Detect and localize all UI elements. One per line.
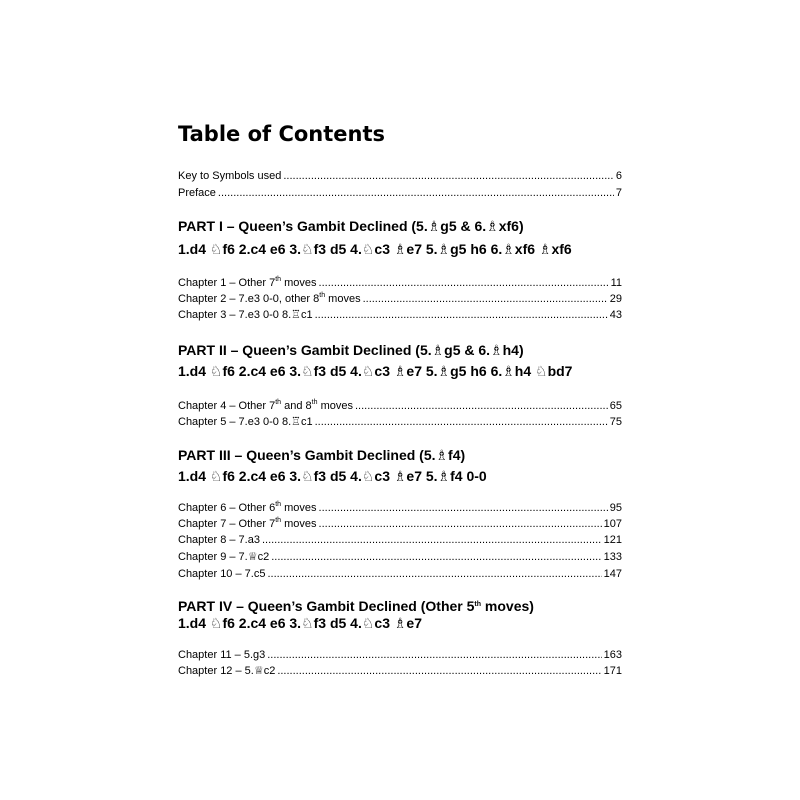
dot-leader: [262, 532, 602, 548]
toc-entry-label: Key to Symbols used: [178, 170, 282, 182]
toc-entry-label: Chapter 6 – Other 6th moves: [178, 501, 317, 514]
toc-entry-chapter-9[interactable]: [178, 549, 622, 565]
part-4-title: PART IV – Queen’s Gambit Declined (Other 5th moves): [178, 598, 534, 614]
toc-entry-page: 11: [610, 277, 622, 289]
dot-leader: [315, 414, 608, 430]
toc-entry-page: 29: [609, 293, 622, 305]
toc-entry-page: 75: [609, 416, 622, 428]
toc-entry-chapter-3[interactable]: [178, 307, 622, 323]
dot-leader: [218, 185, 614, 201]
dot-leader: [271, 549, 601, 565]
toc-entry-chapter-8[interactable]: [178, 532, 622, 548]
page-title: Table of Contents: [178, 122, 386, 146]
toc-entry-label: Chapter 12 – 5.♕c2: [178, 665, 276, 677]
toc-entry-page: 171: [603, 665, 622, 677]
part-2-moves: 1.d4 ♘f6 2.c4 e6 3.♘f3 d5 4.♘c3 ♗e7 5.♗g5 h6 6.♗h4 ♘bd7: [178, 363, 573, 379]
toc-entry-label: Chapter 7 – Other 7th moves: [178, 517, 317, 530]
toc-entry-chapter-4[interactable]: [178, 398, 622, 414]
toc-entry-page: 121: [603, 534, 622, 546]
toc-entry-page: 147: [603, 568, 622, 580]
toc-entry-label: Chapter 4 – Other 7th and 8th moves: [178, 399, 353, 412]
toc-entry-page: 65: [609, 400, 622, 412]
dot-leader: [267, 647, 601, 663]
dot-leader: [283, 168, 614, 184]
part-1-moves: 1.d4 ♘f6 2.c4 e6 3.♘f3 d5 4.♘c3 ♗e7 5.♗g5 h6 6.♗xf6 ♗xf6: [178, 241, 572, 257]
part-1-title: PART I – Queen’s Gambit Declined (5.♗g5 & 6.♗xf6): [178, 218, 524, 234]
toc-entry-chapter-1[interactable]: [178, 275, 622, 291]
toc-entry-chapter-6[interactable]: [178, 500, 622, 516]
dot-leader: [315, 307, 608, 323]
toc-entry-page: 133: [603, 551, 622, 563]
toc-entry-label: Chapter 9 – 7.♕c2: [178, 551, 270, 563]
part-2-title: PART II – Queen’s Gambit Declined (5.♗g5 & 6.♗h4): [178, 342, 524, 358]
toc-entry-label: Chapter 5 – 7.e3 0-0 8.♖c1: [178, 416, 313, 428]
toc-entry-label: Chapter 11 – 5.g3: [178, 649, 266, 661]
toc-entry-page: 107: [603, 518, 622, 530]
toc-entry-page: 43: [609, 309, 622, 321]
toc-entry-chapter-10[interactable]: [178, 566, 622, 582]
toc-entry-label: Chapter 8 – 7.a3: [178, 534, 260, 546]
toc-entry-page: 95: [609, 502, 622, 514]
dot-leader: [363, 291, 608, 307]
dot-leader: [319, 275, 609, 291]
toc-entry-label: Chapter 10 – 7.c5: [178, 568, 266, 580]
toc-entry-key-to-symbols[interactable]: [178, 168, 622, 184]
toc-entry-label: Chapter 2 – 7.e3 0-0, other 8th moves: [178, 292, 361, 305]
dot-leader: [267, 566, 601, 582]
toc-entry-label: Chapter 1 – Other 7th moves: [178, 276, 317, 289]
toc-entry-label: Preface: [178, 187, 216, 199]
part-4-moves: 1.d4 ♘f6 2.c4 e6 3.♘f3 d5 4.♘c3 ♗e7: [178, 615, 422, 631]
part-3-title: PART III – Queen’s Gambit Declined (5.♗f4): [178, 447, 466, 463]
toc-entry-chapter-5[interactable]: [178, 414, 622, 430]
dot-leader: [277, 663, 601, 679]
dot-leader: [319, 516, 602, 532]
part-3-moves: 1.d4 ♘f6 2.c4 e6 3.♘f3 d5 4.♘c3 ♗e7 5.♗f4 0-0: [178, 468, 487, 484]
toc-entry-preface[interactable]: [178, 185, 622, 201]
toc-entry-chapter-2[interactable]: [178, 291, 622, 307]
toc-entry-chapter-7[interactable]: [178, 516, 622, 532]
dot-leader: [319, 500, 608, 516]
toc-entry-chapter-11[interactable]: [178, 647, 622, 663]
dot-leader: [355, 398, 608, 414]
toc-entry-label: Chapter 3 – 7.e3 0-0 8.♖c1: [178, 309, 313, 321]
toc-entry-page: 7: [615, 187, 622, 199]
toc-entry-page: 6: [615, 170, 622, 182]
toc-entry-chapter-12[interactable]: [178, 663, 622, 679]
toc-entry-page: 163: [603, 649, 622, 661]
